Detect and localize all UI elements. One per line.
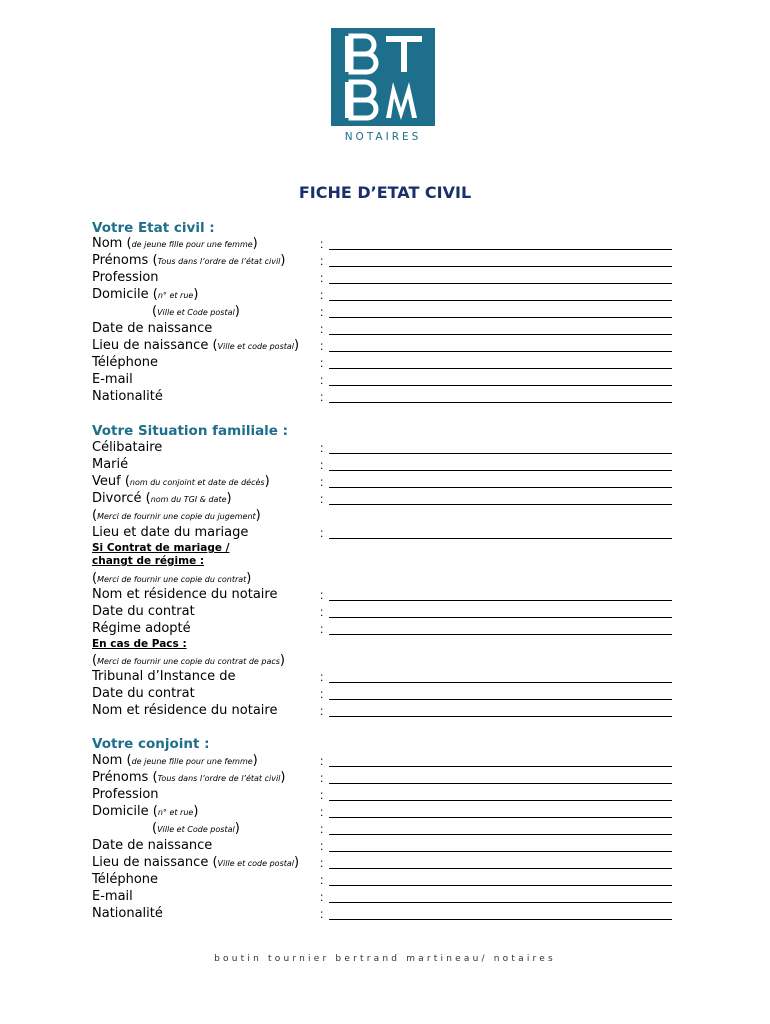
conjoint-field-8[interactable]: E-mail : xyxy=(92,889,672,906)
field-label: Régime adopté xyxy=(92,621,191,636)
field-label: Date de naissance xyxy=(92,321,213,336)
fill-line[interactable] xyxy=(329,453,672,454)
field-note: Ville et code postal xyxy=(217,859,294,868)
field-marie[interactable]: Marié : xyxy=(92,457,672,474)
field-label: Lieu de naissance xyxy=(92,338,209,353)
field-note: n° et rue xyxy=(157,808,194,817)
pacs-heading: En cas de Pacs : xyxy=(92,638,187,650)
fill-line[interactable] xyxy=(329,317,672,318)
field-label: Prénoms xyxy=(92,253,149,268)
field-label: Date de naissance xyxy=(92,838,213,853)
field-label: Marié xyxy=(92,457,129,472)
etat-field-8[interactable]: E-mail : xyxy=(92,372,672,389)
conjoint-field-9[interactable]: Nationalité : xyxy=(92,906,672,923)
field-pacs-date-contrat[interactable]: Date du contrat : xyxy=(92,686,672,703)
etat-field-6[interactable]: Lieu de naissance (Ville et code postal) : xyxy=(92,338,672,355)
fill-line[interactable] xyxy=(329,334,672,335)
fill-line[interactable] xyxy=(329,766,672,767)
field-label: Domicile xyxy=(92,804,149,819)
field-label: Domicile xyxy=(92,287,149,302)
field-label: Téléphone xyxy=(92,355,159,370)
field-label: Nom xyxy=(92,236,123,251)
fill-line[interactable] xyxy=(329,699,672,700)
field-note: Ville et Code postal xyxy=(157,825,235,834)
etat-field-9[interactable]: Nationalité : xyxy=(92,389,672,406)
field-note: Tous dans l’ordre de l’état civil xyxy=(157,774,281,783)
field-celibataire[interactable]: Célibataire : xyxy=(92,440,672,457)
fill-line[interactable] xyxy=(329,868,672,869)
fill-line[interactable] xyxy=(329,919,672,920)
fill-line[interactable] xyxy=(329,538,672,539)
fill-line[interactable] xyxy=(329,716,672,717)
etat-field-1[interactable]: Prénoms (Tous dans l’ordre de l’état civil) : xyxy=(92,253,672,270)
fill-line[interactable] xyxy=(329,470,672,471)
divorce-copy-note: (Merci de fournir une copie du jugement) xyxy=(92,508,261,523)
section-conjoint: Votre conjoint : xyxy=(92,736,210,752)
fill-line[interactable] xyxy=(329,300,672,301)
fill-line[interactable] xyxy=(329,402,672,403)
contrat-heading-1: Si Contrat de mariage / xyxy=(92,542,230,554)
field-label: Profession xyxy=(92,270,159,285)
field-label: Date du contrat xyxy=(92,604,195,619)
field-label: Prénoms xyxy=(92,770,149,785)
conjoint-field-5[interactable]: Date de naissance : xyxy=(92,838,672,855)
fill-line[interactable] xyxy=(329,617,672,618)
pacs-copy-note: (Merci de fournir une copie du contrat de pacs) xyxy=(92,653,285,668)
field-label: Lieu de naissance xyxy=(92,855,209,870)
fill-line[interactable] xyxy=(329,385,672,386)
conjoint-field-2[interactable]: Profession : xyxy=(92,787,672,804)
fill-line[interactable] xyxy=(329,885,672,886)
field-date-contrat[interactable]: Date du contrat : xyxy=(92,604,672,621)
fill-line[interactable] xyxy=(329,351,672,352)
field-note: de jeune fille pour une femme xyxy=(131,757,253,766)
fill-line[interactable] xyxy=(329,504,672,505)
field-note: nom du conjoint et date de décès xyxy=(129,478,265,487)
fill-line[interactable] xyxy=(329,834,672,835)
conjoint-field-0[interactable]: Nom (de jeune fille pour une femme) : xyxy=(92,753,672,770)
page-title: FICHE D’ETAT CIVIL xyxy=(298,183,472,202)
fill-line[interactable] xyxy=(329,368,672,369)
notaires-logo xyxy=(331,28,435,143)
field-note: nom du TGI & date xyxy=(150,495,227,504)
field-note: Ville et Code postal xyxy=(157,308,235,317)
etat-field-7[interactable]: Téléphone : xyxy=(92,355,672,372)
footer: boutin tournier bertrand martineau/ notaires xyxy=(214,954,556,964)
fill-line[interactable] xyxy=(329,800,672,801)
section-etat-civil: Votre Etat civil : xyxy=(92,220,215,236)
conjoint-field-6[interactable]: Lieu de naissance (Ville et code postal) : xyxy=(92,855,672,872)
fill-line[interactable] xyxy=(329,266,672,267)
field-note: de jeune fille pour une femme xyxy=(131,240,253,249)
field-label: Célibataire xyxy=(92,440,163,455)
field-label: E-mail xyxy=(92,372,133,387)
fill-line[interactable] xyxy=(329,634,672,635)
fill-line[interactable] xyxy=(329,783,672,784)
etat-field-0[interactable]: Nom (de jeune fille pour une femme) : xyxy=(92,236,672,253)
field-note: Tous dans l’ordre de l’état civil xyxy=(157,257,281,266)
field-label: Nom et résidence du notaire xyxy=(92,703,278,718)
field-label: Divorcé xyxy=(92,491,142,506)
field-regime[interactable]: Régime adopté : xyxy=(92,621,672,638)
field-label: Profession xyxy=(92,787,159,802)
contrat-heading-2: changt de régime : xyxy=(92,555,205,567)
fill-line[interactable] xyxy=(329,487,672,488)
fill-line[interactable] xyxy=(329,817,672,818)
field-label: Nom xyxy=(92,753,123,768)
fill-line[interactable] xyxy=(329,283,672,284)
fill-line[interactable] xyxy=(329,249,672,250)
field-divorce[interactable]: Divorcé (nom du TGI & date) : xyxy=(92,491,672,508)
etat-field-4[interactable]: (Ville et Code postal) : xyxy=(92,304,672,321)
field-nom-notaire[interactable]: Nom et résidence du notaire : xyxy=(92,587,672,604)
field-label: Nationalité xyxy=(92,389,163,404)
conjoint-field-1[interactable]: Prénoms (Tous dans l’ordre de l’état civil) : xyxy=(92,770,672,787)
etat-field-5[interactable]: Date de naissance : xyxy=(92,321,672,338)
etat-field-3[interactable]: Domicile (n° et rue) : xyxy=(92,287,672,304)
field-label: Veuf xyxy=(92,474,121,489)
field-label: Nationalité xyxy=(92,906,163,921)
field-note: n° et rue xyxy=(157,291,194,300)
contrat-copy-note: (Merci de fournir une copie du contrat) xyxy=(92,571,252,586)
etat-field-2[interactable]: Profession : xyxy=(92,270,672,287)
fill-line[interactable] xyxy=(329,600,672,601)
field-label: Téléphone xyxy=(92,872,159,887)
fill-line[interactable] xyxy=(329,682,672,683)
fill-line[interactable] xyxy=(329,902,672,903)
field-veuf[interactable]: Veuf (nom du conjoint et date de décès) : xyxy=(92,474,672,491)
field-label: Nom et résidence du notaire xyxy=(92,587,278,602)
field-label: Lieu et date du mariage xyxy=(92,525,249,540)
field-note: Ville et code postal xyxy=(217,342,294,351)
field-tribunal[interactable]: Tribunal d’Instance de : xyxy=(92,669,672,686)
field-label: E-mail xyxy=(92,889,133,904)
field-lieu-mariage[interactable]: Lieu et date du mariage : xyxy=(92,525,672,542)
field-pacs-nom-notaire[interactable]: Nom et résidence du notaire : xyxy=(92,703,672,720)
conjoint-field-3[interactable]: Domicile (n° et rue) : xyxy=(92,804,672,821)
svg-text:NOTAIRES: NOTAIRES xyxy=(344,131,422,143)
fill-line[interactable] xyxy=(329,851,672,852)
field-label: Date du contrat xyxy=(92,686,195,701)
conjoint-field-4[interactable]: (Ville et Code postal) : xyxy=(92,821,672,838)
section-situation: Votre Situation familiale : xyxy=(92,423,289,439)
conjoint-field-7[interactable]: Téléphone : xyxy=(92,872,672,889)
field-label: Tribunal d’Instance de xyxy=(92,669,236,684)
